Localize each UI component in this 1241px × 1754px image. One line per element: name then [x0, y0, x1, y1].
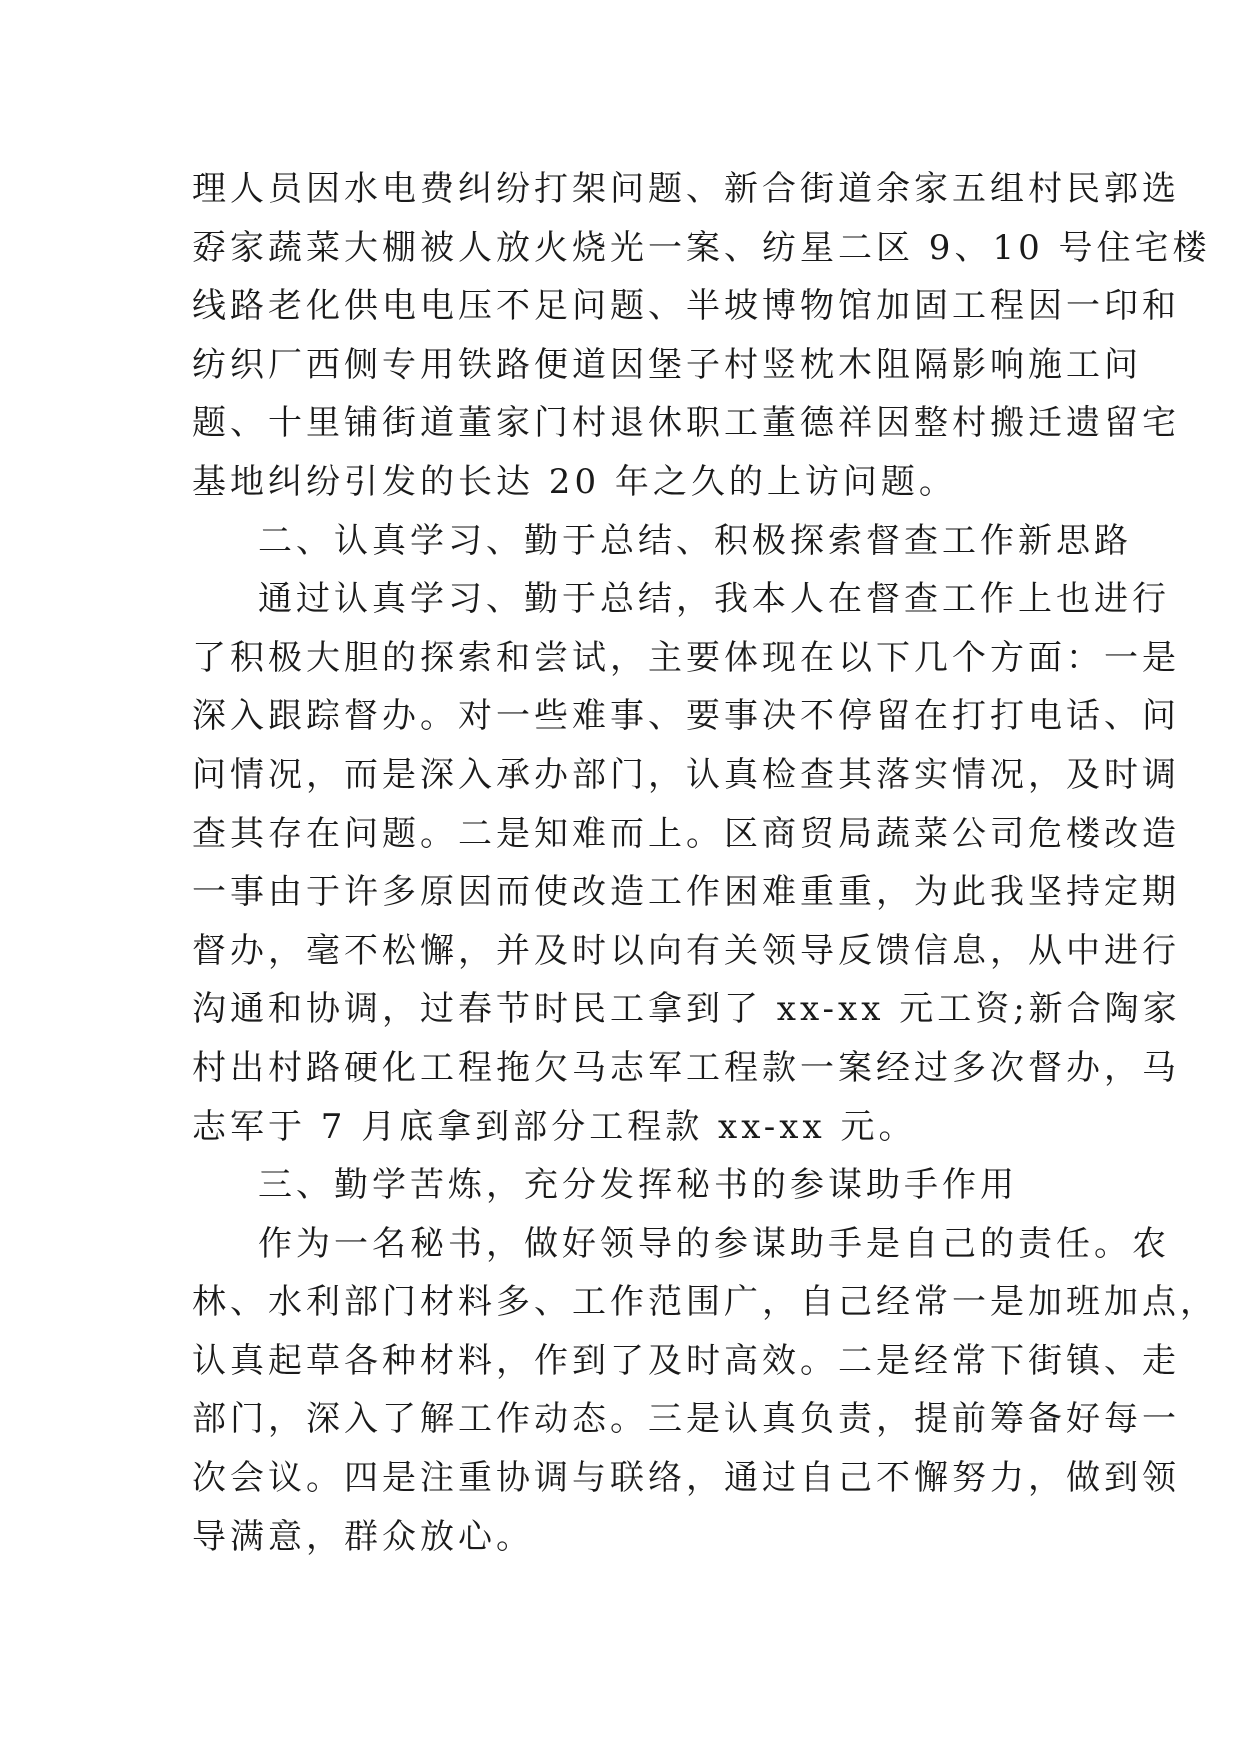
- text-line: 部门，深入了解工作动态。三是认真负责，提前筹备好每一: [192, 1399, 1180, 1440]
- text-line: 通过认真学习、勤于总结，我本人在督查工作上也进行: [258, 579, 1170, 620]
- text-line: 查其存在问题。二是知难而上。区商贸局蔬菜公司危楼改造: [192, 813, 1180, 854]
- text-line: 导满意，群众放心。: [192, 1516, 534, 1557]
- text-line: 志军于 7 月底拿到部分工程款 xx-xx 元。: [192, 1106, 917, 1147]
- text-line: 问情况，而是深入承办部门，认真检查其落实情况，及时调: [192, 754, 1180, 795]
- text-line: 基地纠纷引发的长达 20 年之久的上访问题。: [192, 461, 957, 502]
- text-line: 次会议。四是注重协调与联络，通过自己不懈努力，做到领: [192, 1458, 1180, 1499]
- text-line: 孬家蔬菜大棚被人放火烧光一案、纺星二区 9、10 号住宅楼: [192, 227, 1211, 268]
- text-line: 林、水利部门材料多、工作范围广，自己经常一是加班加点，: [192, 1282, 1218, 1323]
- text-line: 一事由于许多原因而使改造工作困难重重，为此我坚持定期: [192, 872, 1180, 913]
- section-heading: 三、勤学苦炼，充分发挥秘书的参谋助手作用: [258, 1165, 1018, 1206]
- text-line: 村出村路硬化工程拖欠马志军工程款一案经过多次督办，马: [192, 1047, 1180, 1088]
- text-line: 线路老化供电电压不足问题、半坡博物馆加固工程因一印和: [192, 286, 1180, 327]
- section-heading: 二、认真学习、勤于总结、积极探索督查工作新思路: [258, 520, 1132, 561]
- text-line: 深入跟踪督办。对一些难事、要事决不停留在打打电话、问: [192, 696, 1180, 737]
- text-line: 督办，毫不松懈，并及时以向有关领导反馈信息，从中进行: [192, 930, 1180, 971]
- text-line: 沟通和协调，过春节时民工拿到了 xx-xx 元工资;新合陶家: [192, 989, 1181, 1030]
- text-line: 认真起草各种材料，作到了及时高效。二是经常下街镇、走: [192, 1340, 1180, 1381]
- text-line: 纺织厂西侧专用铁路便道因堡子村竖枕木阻隔影响施工问: [192, 344, 1142, 385]
- text-line: 作为一名秘书，做好领导的参谋助手是自己的责任。农: [258, 1223, 1170, 1264]
- text-line: 了积极大胆的探索和尝试，主要体现在以下几个方面：一是: [192, 637, 1180, 678]
- text-line: 题、十里铺街道董家门村退休职工董德祥因整村搬迁遗留宅: [192, 403, 1180, 444]
- text-line: 理人员因水电费纠纷打架问题、新合街道余家五组村民郭选: [192, 169, 1180, 209]
- document-body: [192, 160, 1218, 1566]
